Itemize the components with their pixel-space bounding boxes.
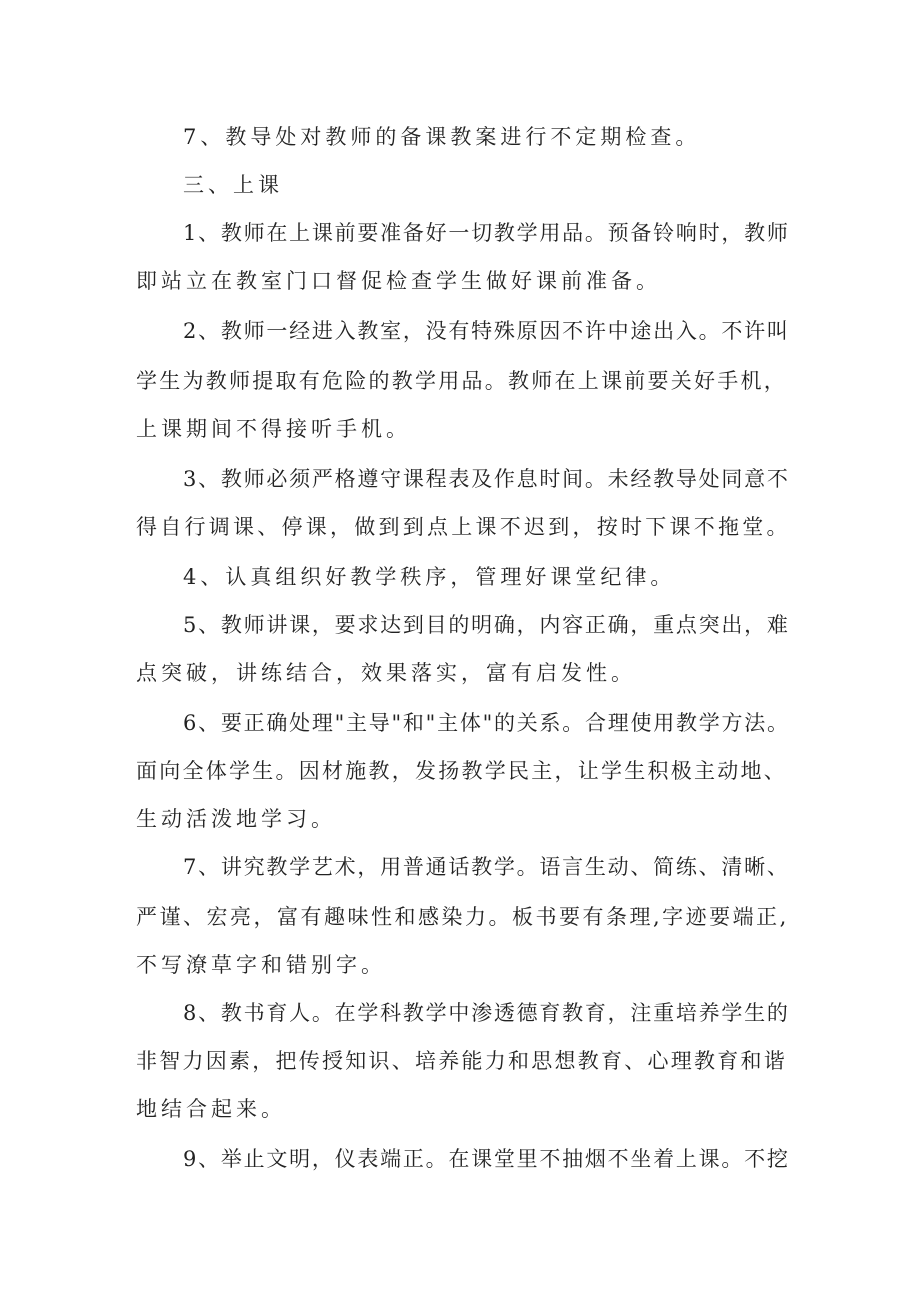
text-line: 即站立在教室门口督促检查学生做好课前准备。 bbox=[136, 269, 661, 293]
text-line: 3、教师必须严格遵守课程表及作息时间。未经教导处同意不 bbox=[183, 467, 790, 491]
text-line: 7、讲究教学艺术，用普通话教学。语言生动、简练、清晰、 bbox=[183, 855, 790, 879]
text-line: 点突破，讲练结合，效果落实，富有启发性。 bbox=[136, 661, 636, 685]
text-line: 上课期间不得接听手机。 bbox=[136, 417, 411, 441]
text-line: 7、教导处对教师的备课教案进行不定期检查。 bbox=[183, 125, 701, 149]
text-line: 9、举止文明，仪表端正。在课堂里不抽烟不坐着上课。不挖 bbox=[183, 1147, 790, 1171]
text-line: 生动活泼地学习。 bbox=[136, 807, 336, 831]
text-line: 得自行调课、停课，做到到点上课不迟到，按时下课不拖堂。 bbox=[136, 515, 791, 539]
section-heading: 三、上课 bbox=[183, 173, 283, 197]
text-line: 1、教师在上课前要准备好一切教学用品。预备铃响时，教师 bbox=[183, 221, 790, 245]
text-line: 不写潦草字和错别字。 bbox=[136, 953, 386, 977]
text-line: 8、教书育人。在学科教学中渗透德育教育，注重培养学生的 bbox=[183, 1001, 790, 1025]
text-line: 非智力因素，把传授知识、培养能力和思想教育、心理教育和谐 bbox=[136, 1049, 787, 1073]
text-line: 4、认真组织好教学秩序，管理好课堂纪律。 bbox=[183, 565, 676, 589]
text-line: 面向全体学生。因材施教，发扬教学民主，让学生积极主动地、 bbox=[136, 759, 787, 783]
text-line: 5、教师讲课，要求达到目的明确，内容正确，重点突出，难 bbox=[183, 613, 790, 637]
text-line: 严谨、宏亮，富有趣味性和感染力。板书要有条理,字迹要端正, bbox=[136, 905, 789, 929]
text-line: 学生为教师提取有危险的教学用品。教师在上课前要关好手机， bbox=[136, 369, 787, 393]
text-line: 2、教师一经进入教室，没有特殊原因不许中途出入。不许叫 bbox=[183, 319, 790, 343]
text-line: 地结合起来。 bbox=[136, 1097, 286, 1121]
text-line: 6、要正确处理"主导"和"主体"的关系。合理使用教学方法。 bbox=[183, 711, 790, 735]
